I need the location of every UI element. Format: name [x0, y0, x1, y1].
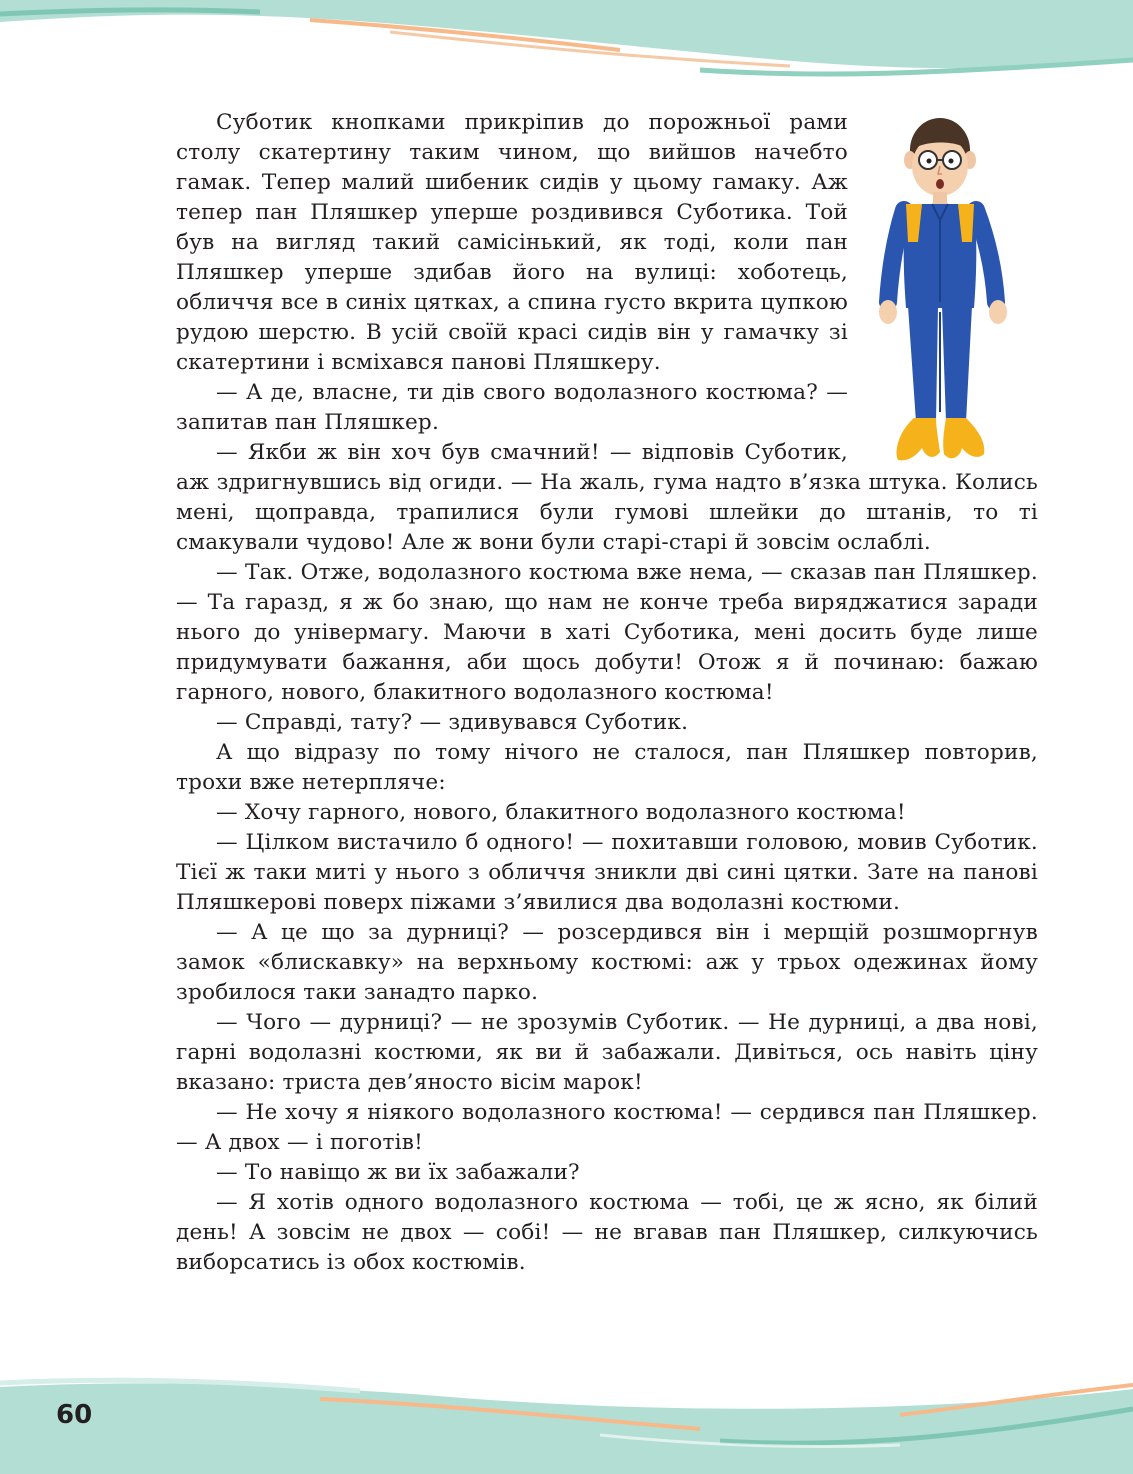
- paragraph: — Не хочу я ніякого водолазного костюма! — сердився пан Пляшкер. — А двох — і поготів!: [176, 1100, 1038, 1155]
- page-number: 60: [56, 1400, 93, 1430]
- top-decoration: [0, 0, 1133, 95]
- paragraph: — Так. Отже, водолазного костюма вже нема, — сказав пан Пляшкер. — Та гаразд, я ж бо знаю, що нам не конче треба виряджатися заради нього до універмагу. Маючи в хаті Суботика, мені досить буде лише придумувати бажання, аби щось добути! Отож я й починаю: бажаю гарного, нового, блакитного водолазного костюма!: [176, 560, 1038, 705]
- paragraph: — Хочу гарного, нового, блакитного водолазного костюма!: [216, 800, 906, 825]
- paragraph: Суботик кнопками прикріпив до порожньої рами столу скатертину таким чином, що вийшов начебто гамак. Тепер малий шибеник сидів у цьому гамаку. Аж тепер пан Пляшкер уперше роздивився Суботика. Той був на вигляд такий самісінький, як тоді, коли пан Пляшкер уперше здибав його на вулиці: хоботець, обличчя все в синіх цятках, а спина густо вкрита цупкою рудою шерстю. В усій своїй красі сидів він у гамачку зі скатертини і всміхався панові Пляшкеру.: [176, 110, 848, 375]
- paragraph: — Якби ж він хоч був смачний! — відповів Суботик, аж здригнувшись від огиди. — На жаль, гума надто в’язка штука. Колись мені, щоправда, трапилися були гумові шлейки до штанів, то ті смакували чудово! Але ж вони були старі-старі й зовсім ослаблі.: [176, 440, 1038, 555]
- paragraph: — А де, власне, ти дів свого водолазного костюма? — запитав пан Пляшкер.: [176, 380, 848, 435]
- paragraph: — Справді, тату? — здивувався Суботик.: [216, 710, 689, 735]
- paragraph: — А це що за дурниці? — розсердився він і мерщій розшморгнув замок «блискавку» на верхньому костюмі: аж у трьох одежинах йому зробилося таки занадто парко.: [176, 920, 1038, 1005]
- paragraph: — То навіщо ж ви їх забажали?: [216, 1160, 580, 1185]
- man-in-diving-suit-illustration: [878, 112, 1038, 467]
- paragraph: — Чого — дурниці? — не зрозумів Суботик. — Не дурниці, а два нові, гарні водолазні костюми, як ви й забажали. Дивіться, ось навіть ціну вказано: триста дев’яносто вісім марок!: [176, 1010, 1038, 1095]
- paragraph: А що відразу по тому нічого не сталося, пан Пляшкер повторив, трохи вже нетерпляче:: [176, 740, 1038, 795]
- paragraph: — Цілком вистачило б одного! — похитавши головою, мовив Суботик. Тієї ж таки миті у нього з обличчя зникли дві сині цятки. Зате на панові Пляшкерові поверх піжами з’явилися два водолазні костюми.: [176, 830, 1038, 915]
- paragraph: — Я хотів одного водолазного костюма — тобі, це ж ясно, як білий день! А зовсім не двох — собі! — не вгавав пан Пляшкер, силкуючись виборсатись із обох костюмів.: [176, 1190, 1038, 1275]
- story-text: [176, 108, 1038, 1278]
- bottom-decoration: [0, 1375, 1133, 1474]
